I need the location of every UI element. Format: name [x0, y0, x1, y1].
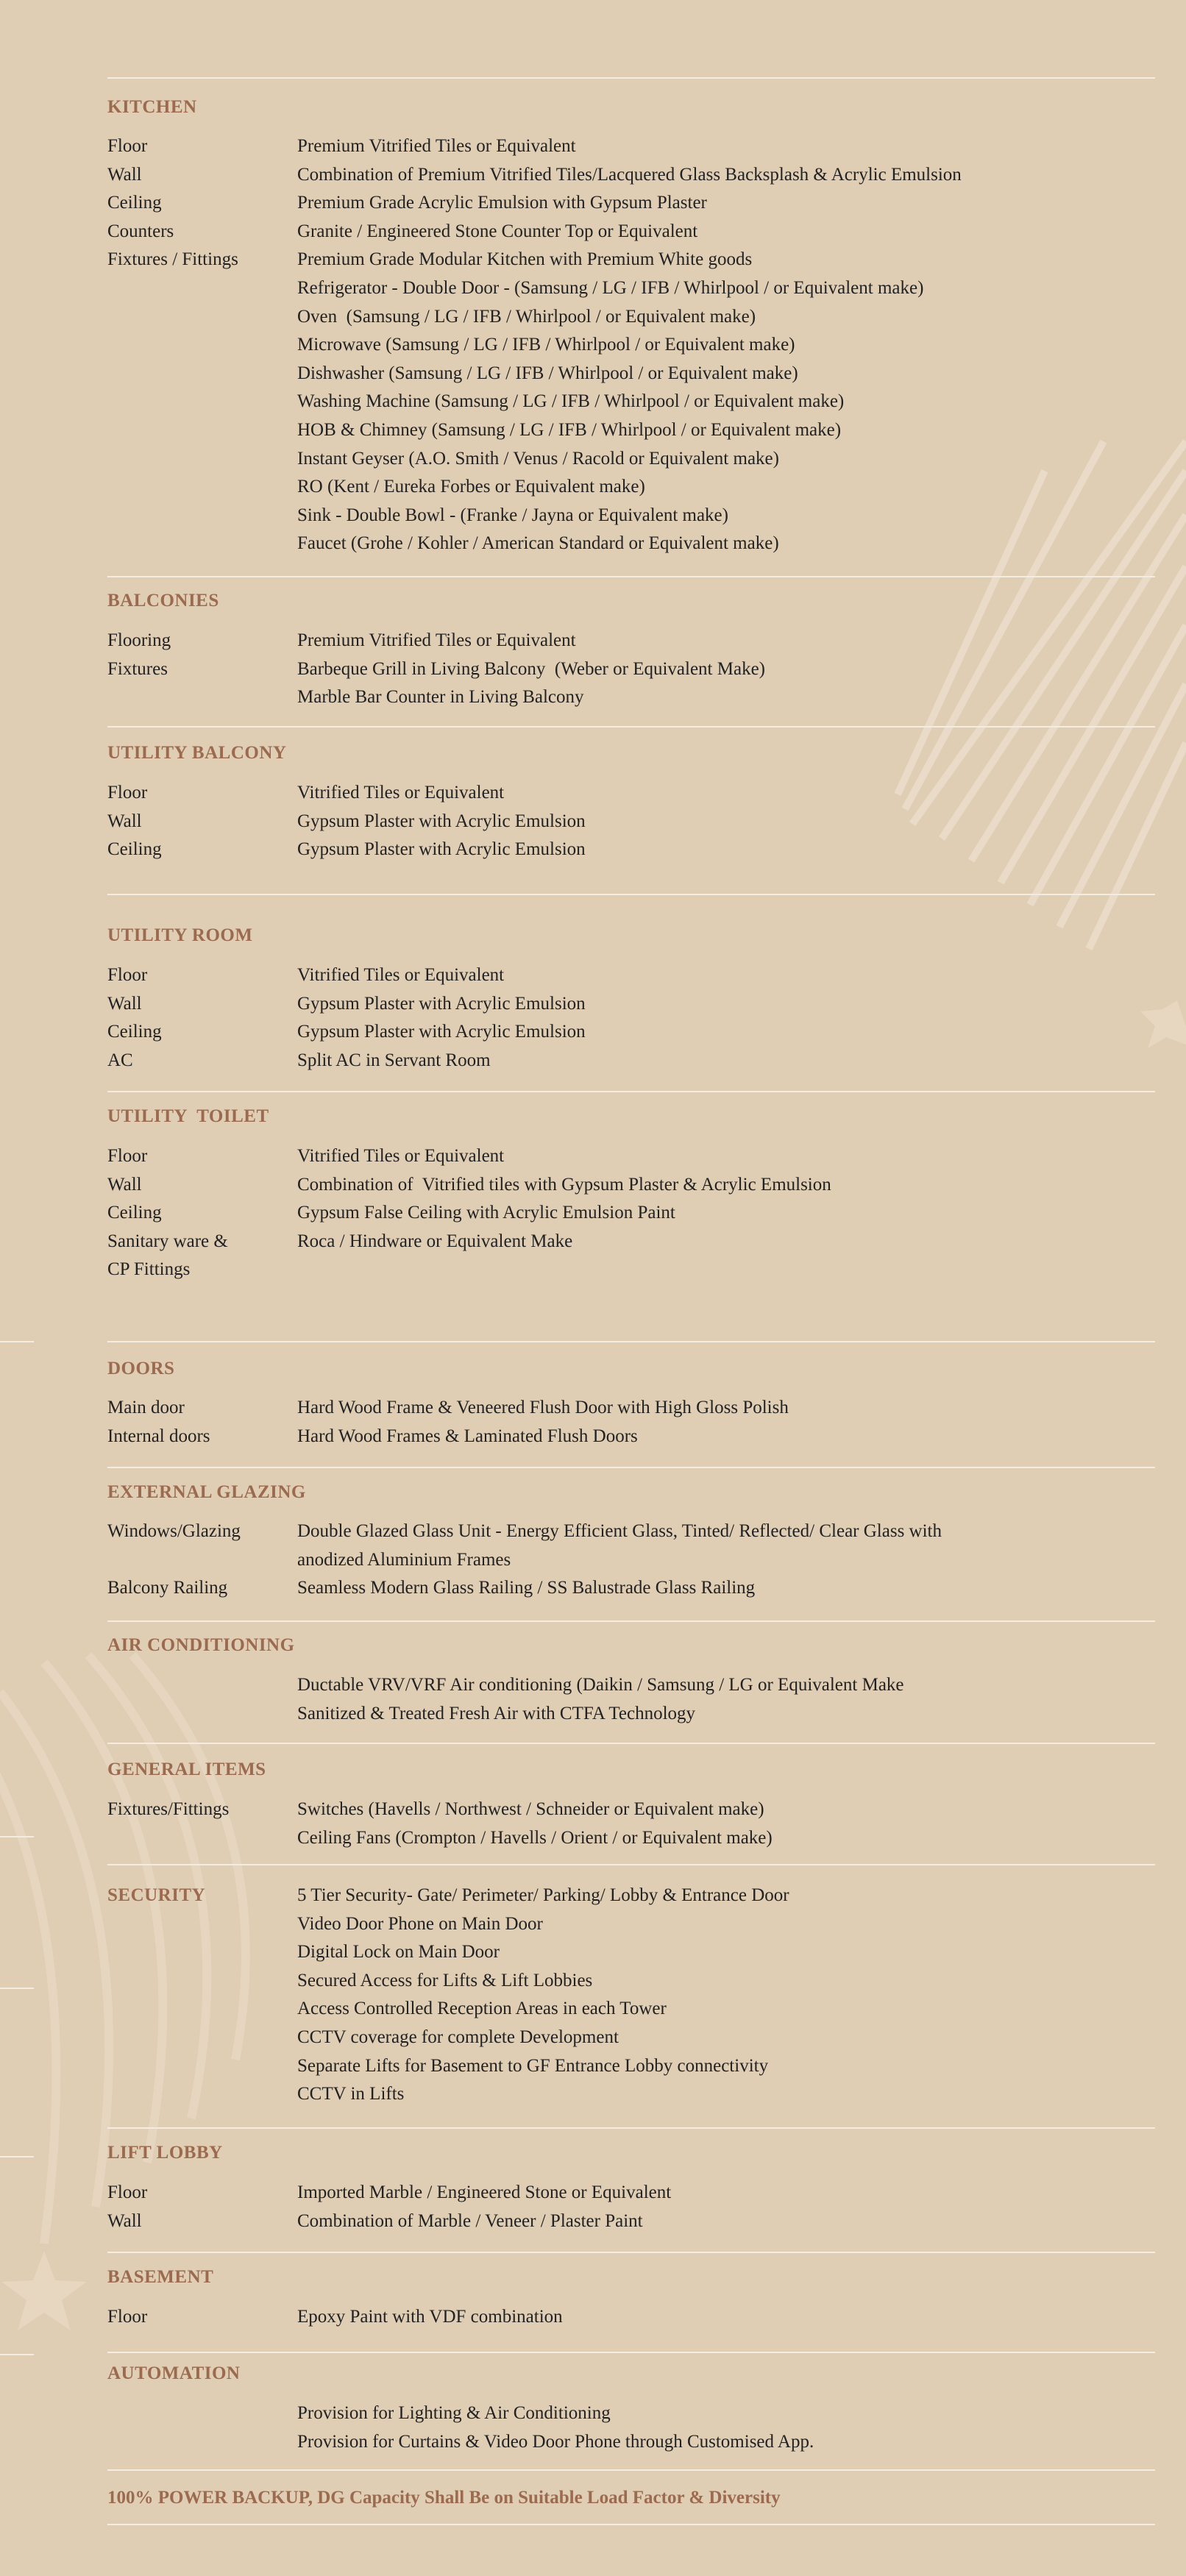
star-ornament	[1, 2251, 87, 2330]
section-divider	[107, 2352, 1155, 2353]
spec-label: Wall	[107, 164, 142, 185]
spec-value: Sink - Double Bowl - (Franke / Jayna or Equivalent make)	[297, 505, 728, 525]
spec-value: Faucet (Grohe / Kohler / American Standard or Equivalent make)	[297, 533, 779, 554]
spec-row	[107, 505, 1155, 534]
spec-value: Double Glazed Glass Unit - Energy Efficient Glass, Tinted/ Reflected/ Clear Glass with	[297, 1521, 942, 1541]
spec-row	[107, 249, 1155, 278]
spec-label: Flooring	[107, 630, 171, 650]
spec-label: Fixtures/Fittings	[107, 1799, 230, 1819]
spec-label: Ceiling	[107, 839, 162, 860]
spec-label: Windows/Glazing	[107, 1521, 241, 1541]
spec-row	[107, 630, 1155, 659]
spec-value: Premium Vitrified Tiles or Equivalent	[297, 136, 576, 156]
spec-label: Floor	[107, 1146, 148, 1166]
spec-row	[107, 1175, 1155, 1203]
spec-row	[107, 2027, 1155, 2056]
spec-value: Access Controlled Reception Areas in each Tower	[297, 1999, 667, 2019]
section-title: BASEMENT	[107, 2267, 214, 2287]
spec-label: Counters	[107, 221, 174, 241]
spec-row	[107, 136, 1155, 165]
spec-row	[107, 1799, 1155, 1828]
spec-value: Split AC in Servant Room	[297, 1050, 491, 1070]
spec-row	[107, 1550, 1155, 1579]
edge-rule	[0, 1836, 34, 1837]
spec-label: Wall	[107, 993, 142, 1014]
section-divider	[107, 2252, 1155, 2253]
spec-value: RO (Kent / Eureka Forbes or Equivalent make)	[297, 477, 645, 497]
spec-row	[107, 687, 1155, 716]
section-divider	[107, 1743, 1155, 1744]
spec-value: Gypsum Plaster with Acrylic Emulsion	[297, 993, 586, 1014]
spec-label: Floor	[107, 783, 148, 803]
section-title: UTILITY ROOM	[107, 925, 253, 945]
spec-value: Marble Bar Counter in Living Balcony	[297, 687, 584, 708]
spec-label: Floor	[107, 2307, 148, 2327]
spec-row	[107, 1999, 1155, 2027]
section-divider	[107, 1620, 1155, 1622]
spec-value: Premium Grade Modular Kitchen with Premium White goods	[297, 249, 753, 270]
spec-label: Floor	[107, 2182, 148, 2202]
spec-value: Gypsum Plaster with Acrylic Emulsion	[297, 839, 586, 860]
spec-label: Main door	[107, 1398, 185, 1417]
spec-value: Separate Lifts for Basement to GF Entrance Lobby connectivity	[297, 2055, 769, 2076]
spec-row	[107, 659, 1155, 688]
section-title: UTILITY TOILET	[107, 1106, 269, 1126]
spec-value: Premium Vitrified Tiles or Equivalent	[297, 630, 576, 650]
section-title: KITCHEN	[107, 97, 197, 117]
spec-label: Wall	[107, 2210, 142, 2231]
section-title: SECURITY	[107, 1885, 206, 1905]
spec-value: Ductable VRV/VRF Air conditioning (Daikin / Samsung / LG or Equivalent Make	[297, 1675, 904, 1695]
spec-value: Combination of Marble / Veneer / Plaster Paint	[297, 2210, 643, 2231]
spec-value: Instant Geyser (A.O. Smith / Venus / Racold or Equivalent make)	[297, 448, 779, 469]
section-title: GENERAL ITEMS	[107, 1760, 266, 1779]
spec-label: AC	[107, 1050, 133, 1070]
spec-row	[107, 307, 1155, 335]
spec-value: Microwave (Samsung / LG / IFB / Whirlpool / or Equivalent make)	[297, 335, 795, 355]
spec-value: Hard Wood Frames & Laminated Flush Doors	[297, 1426, 638, 1446]
spec-row	[107, 165, 1155, 193]
spec-value: Combination of Vitrified tiles with Gypsum Plaster & Acrylic Emulsion	[297, 1174, 831, 1195]
spec-row	[107, 1885, 1155, 1914]
spec-row	[107, 1704, 1155, 1732]
section-title: BALCONIES	[107, 591, 219, 611]
spec-row	[107, 811, 1155, 840]
spec-row	[107, 533, 1155, 562]
spec-value: Digital Lock on Main Door	[297, 1942, 500, 1963]
spec-row	[107, 1050, 1155, 1079]
spec-row	[107, 391, 1155, 420]
section-divider	[107, 894, 1155, 895]
spec-value: Vitrified Tiles or Equivalent	[297, 783, 505, 803]
spec-value: Imported Marble / Engineered Stone or Equivalent	[297, 2182, 672, 2202]
spec-label: Internal doors	[107, 1426, 210, 1446]
section-divider	[107, 1341, 1155, 1342]
spec-value: Sanitized & Treated Fresh Air with CTFA Technology	[297, 1703, 696, 1723]
spec-row	[107, 2307, 1155, 2335]
spec-row	[107, 193, 1155, 221]
spec-value: Gypsum False Ceiling with Acrylic Emulsion Paint	[297, 1203, 675, 1223]
spec-row	[107, 2056, 1155, 2085]
spec-row	[107, 1578, 1155, 1607]
spec-value: Washing Machine (Samsung / LG / IFB / Whirlpool / or Equivalent make)	[297, 391, 845, 412]
spec-label: Wall	[107, 811, 142, 831]
spec-row	[107, 1022, 1155, 1050]
spec-row	[107, 221, 1155, 250]
spec-row	[107, 783, 1155, 811]
spec-value: 5 Tier Security- Gate/ Perimeter/ Parking/ Lobby & Entrance Door	[297, 1885, 789, 1905]
spec-value: Gypsum Plaster with Acrylic Emulsion	[297, 811, 586, 831]
spec-row	[107, 839, 1155, 868]
spec-value: Ceiling Fans (Crompton / Havells / Orient / or Equivalent make)	[297, 1827, 773, 1848]
section-title: AIR CONDITIONING	[107, 1635, 295, 1655]
spec-row	[107, 449, 1155, 477]
spec-label: Wall	[107, 1174, 142, 1195]
section-divider	[107, 2524, 1155, 2525]
section-title: AUTOMATION	[107, 2363, 241, 2383]
spec-row	[107, 1828, 1155, 1857]
spec-row	[107, 1675, 1155, 1704]
spec-value: Gypsum Plaster with Acrylic Emulsion	[297, 1022, 586, 1042]
spec-row	[107, 278, 1155, 307]
spec-row	[107, 1971, 1155, 1999]
spec-label: Floor	[107, 136, 148, 156]
spec-value: anodized Aluminium Frames	[297, 1549, 511, 1570]
edge-rule	[0, 2354, 34, 2355]
spec-row	[107, 2211, 1155, 2240]
spec-value: Hard Wood Frame & Veneered Flush Door with High Gloss Polish	[297, 1398, 789, 1417]
spec-row	[107, 1146, 1155, 1175]
spec-label: Ceiling	[107, 1203, 162, 1223]
spec-value: HOB & Chimney (Samsung / LG / IFB / Whirlpool / or Equivalent make)	[297, 420, 842, 440]
spec-row	[107, 994, 1155, 1022]
spec-value: Granite / Engineered Stone Counter Top or Equivalent	[297, 221, 698, 241]
spec-label: CP Fittings	[107, 1259, 191, 1280]
spec-row	[107, 1398, 1155, 1426]
spec-value: Combination of Premium Vitrified Tiles/Lacquered Glass Backsplash & Acrylic Emulsion	[297, 164, 962, 185]
spec-label: Fixtures	[107, 658, 168, 679]
section-divider	[107, 576, 1155, 577]
spec-row	[107, 2403, 1155, 2432]
spec-value: Barbeque Grill in Living Balcony (Weber or Equivalent Make)	[297, 658, 765, 679]
section-divider	[107, 1091, 1155, 1092]
section-divider	[107, 1864, 1155, 1865]
spec-row	[107, 1914, 1155, 1943]
spec-label: Ceiling	[107, 193, 162, 213]
spec-value: Dishwasher (Samsung / LG / IFB / Whirlpool / or Equivalent make)	[297, 363, 798, 383]
edge-rule	[0, 2156, 34, 2157]
spec-row	[107, 2084, 1155, 2113]
spec-value: Video Door Phone on Main Door	[297, 1913, 543, 1934]
spec-row	[107, 2182, 1155, 2211]
spec-row	[107, 420, 1155, 449]
spec-value: Refrigerator - Double Door - (Samsung / LG / IFB / Whirlpool / or Equivalent make)	[297, 278, 924, 298]
spec-label: Fixtures / Fittings	[107, 249, 238, 270]
spec-row	[107, 477, 1155, 505]
spec-row	[107, 1426, 1155, 1455]
spec-value: Oven (Samsung / LG / IFB / Whirlpool / or Equivalent make)	[297, 306, 756, 327]
section-title: EXTERNAL GLAZING	[107, 1482, 306, 1502]
section-divider	[107, 2469, 1155, 2471]
spec-value: CCTV coverage for complete Development	[297, 2027, 619, 2047]
section-divider	[107, 77, 1155, 79]
spec-row	[107, 363, 1155, 392]
edge-rule	[0, 1988, 34, 1989]
spec-row	[107, 1259, 1155, 1288]
spec-label: Balcony Railing	[107, 1578, 228, 1598]
section-title: DOORS	[107, 1359, 175, 1378]
spec-row	[107, 1231, 1155, 1260]
spec-value: Roca / Hindware or Equivalent Make	[297, 1231, 573, 1251]
section-title: LIFT LOBBY	[107, 2143, 223, 2163]
spec-value: Vitrified Tiles or Equivalent	[297, 1146, 505, 1166]
section-divider	[107, 2127, 1155, 2129]
spec-value: Secured Access for Lifts & Lift Lobbies	[297, 1970, 593, 1990]
spec-row	[107, 1521, 1155, 1550]
spec-value: Premium Grade Acrylic Emulsion with Gypsum Plaster	[297, 193, 707, 213]
spec-value: Provision for Lighting & Air Conditioning	[297, 2403, 611, 2423]
spec-label: Sanitary ware &	[107, 1231, 228, 1251]
spec-value: CCTV in Lifts	[297, 2084, 405, 2104]
section-divider	[107, 726, 1155, 727]
edge-rule	[0, 1341, 34, 1342]
spec-row	[107, 2432, 1155, 2461]
spec-label: Floor	[107, 965, 148, 985]
spec-value: Seamless Modern Glass Railing / SS Balustrade Glass Railing	[297, 1578, 756, 1598]
section-divider	[107, 1467, 1155, 1468]
spec-label: Ceiling	[107, 1022, 162, 1042]
spec-row	[107, 335, 1155, 363]
spec-value: Switches (Havells / Northwest / Schneider or Equivalent make)	[297, 1799, 764, 1819]
power-backup-note: 100% POWER BACKUP, DG Capacity Shall Be on Suitable Load Factor & Diversity	[107, 2488, 781, 2508]
section-title: UTILITY BALCONY	[107, 743, 287, 763]
spec-value: Vitrified Tiles or Equivalent	[297, 965, 505, 985]
spec-row	[107, 1203, 1155, 1231]
spec-row	[107, 1942, 1155, 1971]
spec-row	[107, 965, 1155, 994]
spec-value: Epoxy Paint with VDF combination	[297, 2307, 563, 2327]
spec-value: Provision for Curtains & Video Door Phone through Customised App.	[297, 2431, 814, 2452]
